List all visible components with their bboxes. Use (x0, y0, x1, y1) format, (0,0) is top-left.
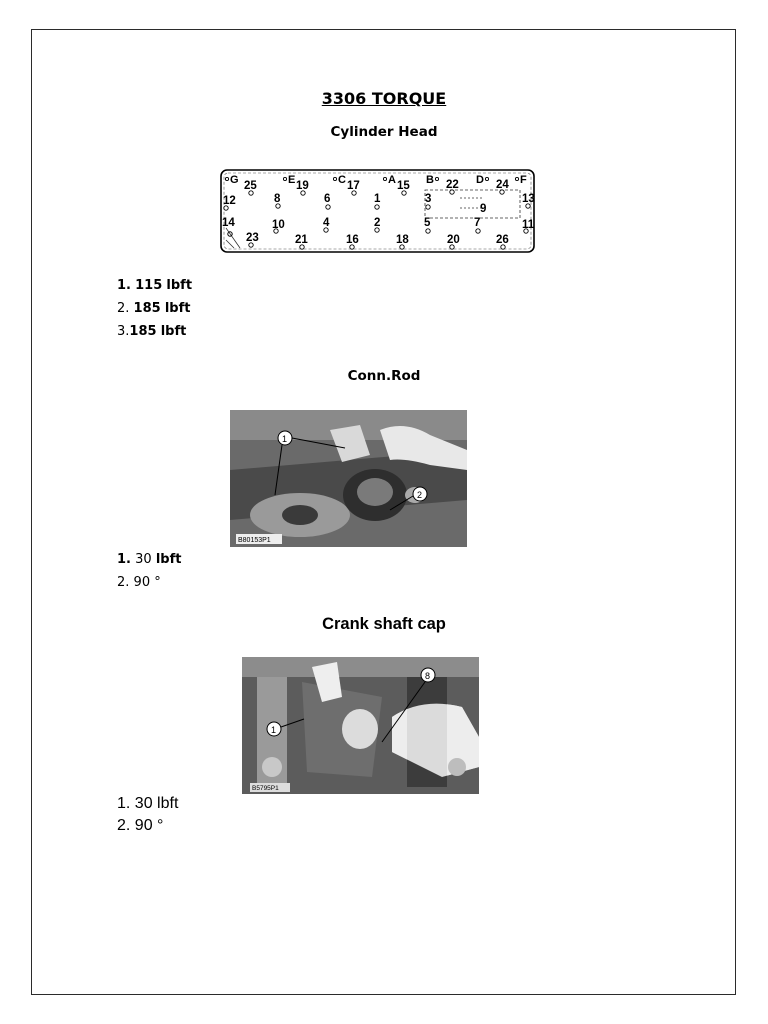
page-title: 3306 TORQUE (321, 89, 447, 108)
step-number: 2. (117, 575, 130, 590)
letter-label: G (230, 174, 239, 186)
bolt-label: 11 (522, 219, 535, 231)
bolt-label: 20 (447, 234, 460, 246)
torque-step (117, 297, 192, 320)
step-unit: lbft (155, 552, 182, 567)
letter-label: C (338, 174, 346, 186)
photo-code: B5795P1 (252, 785, 279, 792)
step-value: 90 (134, 817, 153, 834)
callout-label: 1 (271, 725, 277, 735)
torque-step (117, 548, 181, 571)
bolt-label: 4 (323, 217, 330, 229)
step-unit: lbft (166, 278, 193, 293)
bolt-label: 10 (272, 219, 285, 231)
step-unit: ° (154, 575, 161, 590)
step-number: 1. (117, 552, 131, 567)
bolt-label: 6 (324, 193, 331, 205)
bolt-label: 3 (425, 193, 432, 205)
bolt-label: 17 (347, 180, 360, 192)
letter-label: E (288, 174, 296, 186)
bolt-label: 18 (396, 234, 409, 246)
step-number: 3. (117, 324, 130, 339)
step-number: 2. (117, 817, 131, 834)
cylinder-head-steps (117, 274, 192, 343)
bolt-label: 25 (244, 180, 257, 192)
bolt-label: 9 (480, 203, 487, 215)
step-value: 30 (134, 795, 153, 812)
step-value: 90 (133, 575, 151, 590)
photo-code: B80153P1 (238, 537, 271, 544)
callout-label: 2 (417, 490, 423, 500)
step-unit: ° (157, 817, 164, 834)
bolt-label: 26 (496, 234, 509, 246)
section-heading-cylinder-head: Cylinder Head (330, 124, 438, 140)
bolt-label: 7 (474, 217, 481, 229)
torque-step (117, 815, 178, 837)
torque-step (117, 320, 192, 343)
bolt-label: 19 (296, 180, 309, 192)
step-number: 1. (117, 795, 131, 812)
step-number: 1. (117, 278, 131, 293)
conn-rod-photo (230, 410, 467, 547)
step-value: 30 (135, 552, 152, 567)
step-unit: lbft (157, 795, 179, 812)
callout-label: 8 (425, 671, 431, 681)
bolt-label: 22 (446, 179, 459, 191)
callout-label: 1 (282, 434, 288, 444)
crank-shaft-cap-photo (242, 657, 479, 794)
conn-rod-steps (117, 548, 181, 594)
step-unit: lbft (160, 324, 187, 339)
torque-step (117, 571, 181, 594)
bolt-label: 21 (295, 234, 308, 246)
letter-label: F (520, 174, 527, 186)
step-number: 2. (117, 301, 130, 316)
letter-label: B (426, 174, 434, 186)
letter-label: A (388, 174, 396, 186)
bolt-label: 12 (223, 195, 236, 207)
cylinder-head-diagram (220, 168, 536, 254)
step-value: 115 (135, 278, 163, 293)
bolt-label: 1 (374, 193, 381, 205)
step-value: 185 (133, 301, 161, 316)
torque-step (117, 274, 192, 297)
bolt-label: 13 (522, 193, 535, 205)
torque-step (117, 793, 178, 815)
section-heading-crank-shaft-cap: Crank shaft cap (322, 615, 446, 633)
bolt-label: 23 (246, 232, 259, 244)
step-unit: lbft (164, 301, 191, 316)
bolt-label: 5 (424, 217, 431, 229)
bolt-label: 8 (274, 193, 281, 205)
crank-shaft-cap-steps (117, 793, 178, 837)
letter-label: D (476, 174, 484, 186)
bolt-label: 15 (397, 180, 410, 192)
bolt-label: 14 (222, 217, 235, 229)
bolt-label: 2 (374, 217, 381, 229)
step-value: 185 (129, 324, 157, 339)
bolt-label: 16 (346, 234, 359, 246)
bolt-label: 24 (496, 179, 509, 191)
section-heading-conn-rod: Conn.Rod (347, 368, 421, 384)
